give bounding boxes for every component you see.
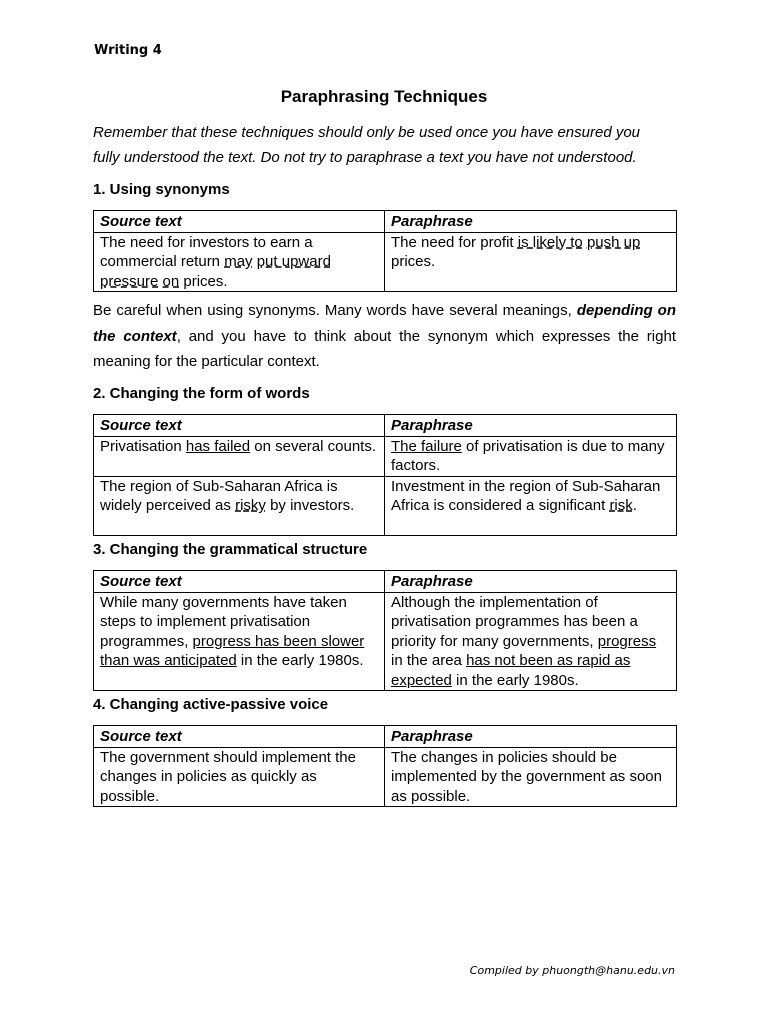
table-header-row: [94, 415, 677, 437]
text-span: on several counts.: [250, 437, 376, 455]
text-span: prices.: [179, 272, 228, 290]
text-span: in the area: [391, 652, 467, 669]
text-span: of privatisation is due to many factors.: [391, 437, 665, 474]
text-span: The need for profit: [391, 233, 518, 251]
paraphrase-cell: [385, 232, 677, 292]
text-span: by investors.: [265, 497, 355, 514]
highlighted-phrase: progress: [597, 632, 657, 650]
emphasis-text: depending on the context: [93, 302, 676, 345]
text-span: While many governments have taken steps to implement privatisation programmes,: [100, 593, 347, 650]
synonyms-note-paragraph: [93, 298, 676, 375]
source-text-header: Source text: [94, 726, 385, 748]
word-form-table: [93, 414, 677, 536]
table-row: [94, 592, 677, 691]
text-span: , and you have to think about the synonym which expresses the right meaning for the particular context.: [93, 327, 676, 370]
text-span: The need for investors to earn a commercial return: [100, 233, 313, 270]
table-header-row: [94, 211, 677, 233]
text-span: .: [632, 497, 637, 514]
source-text-header: Source text: [94, 211, 385, 233]
text-span: in the early 1980s.: [236, 652, 364, 669]
source-text-cell: [94, 592, 385, 691]
table-row: [94, 232, 677, 292]
highlighted-phrase: is likely to: [517, 233, 583, 251]
intro-paragraph: [93, 120, 676, 170]
source-text-cell: The government should implement the changes in policies as quickly as possible.: [94, 747, 385, 807]
text-span: Be careful when using synonyms. Many words have several meanings,: [93, 302, 577, 319]
highlighted-phrase: put upward pressure on: [100, 253, 331, 290]
section-heading-grammar: 3. Changing the grammatical structure: [93, 541, 368, 558]
text-span: prices.: [391, 253, 436, 270]
highlighted-phrase: progress has been slower than was anticipated: [100, 632, 365, 669]
source-text-header: Source text: [94, 571, 385, 593]
source-text-header: Source text: [94, 415, 385, 437]
voice-table: [93, 725, 677, 807]
highlighted-phrase: has not been as rapid as expected: [391, 652, 631, 689]
paraphrase-cell: [385, 592, 677, 691]
intro-line-1: Remember that these techniques should only be used once you have ensured you: [93, 124, 641, 141]
highlighted-phrase: risk: [609, 497, 633, 514]
paraphrase-header: Paraphrase: [385, 415, 677, 437]
paraphrase-cell: The changes in policies should be implemented by the government as soon as possible.: [385, 747, 677, 807]
highlighted-phrase: has failed: [185, 437, 251, 455]
table-header-row: [94, 571, 677, 593]
text-span: The region of Sub-Saharan Africa is widely perceived as: [100, 477, 338, 514]
paraphrase-cell: [385, 476, 677, 535]
highlighted-phrase: push up: [586, 233, 641, 251]
highlighted-phrase: may: [224, 253, 253, 270]
paraphrase-cell: [385, 436, 677, 476]
table-header-row: [94, 726, 677, 748]
paraphrase-header: Paraphrase: [385, 571, 677, 593]
intro-line-2: fully understood the text. Do not try to paraphrase a text you have not understood.: [93, 149, 637, 166]
section-heading-word-form: 2. Changing the form of words: [93, 385, 310, 402]
text-span: Although the implementation of privatisation programmes has been a priority for many governments,: [391, 593, 638, 650]
source-text-cell: [94, 232, 385, 292]
table-row: [94, 436, 677, 476]
table-row: [94, 476, 677, 535]
paraphrase-header: Paraphrase: [385, 726, 677, 748]
text-span: in the early 1980s.: [451, 671, 579, 689]
section-heading-voice: 4. Changing active-passive voice: [93, 696, 329, 713]
paraphrase-header: Paraphrase: [385, 211, 677, 233]
grammar-table: [93, 570, 677, 691]
source-text-cell: [94, 436, 385, 476]
highlighted-phrase: The failure: [391, 437, 462, 455]
synonyms-table: [93, 210, 677, 292]
page-title: Paraphrasing Techniques: [280, 87, 488, 106]
table-row: [94, 747, 677, 807]
source-text-cell: [94, 476, 385, 535]
highlighted-phrase: risky: [235, 497, 266, 514]
header-label: Writing 4: [94, 43, 162, 58]
section-heading-synonyms: 1. Using synonyms: [93, 181, 230, 198]
text-span: Investment in the region of Sub-Saharan Africa is considered a significant: [391, 477, 661, 514]
text-span: Privatisation: [100, 437, 186, 455]
footer-credit: Compiled by phuongth@hanu.edu.vn: [469, 964, 675, 977]
